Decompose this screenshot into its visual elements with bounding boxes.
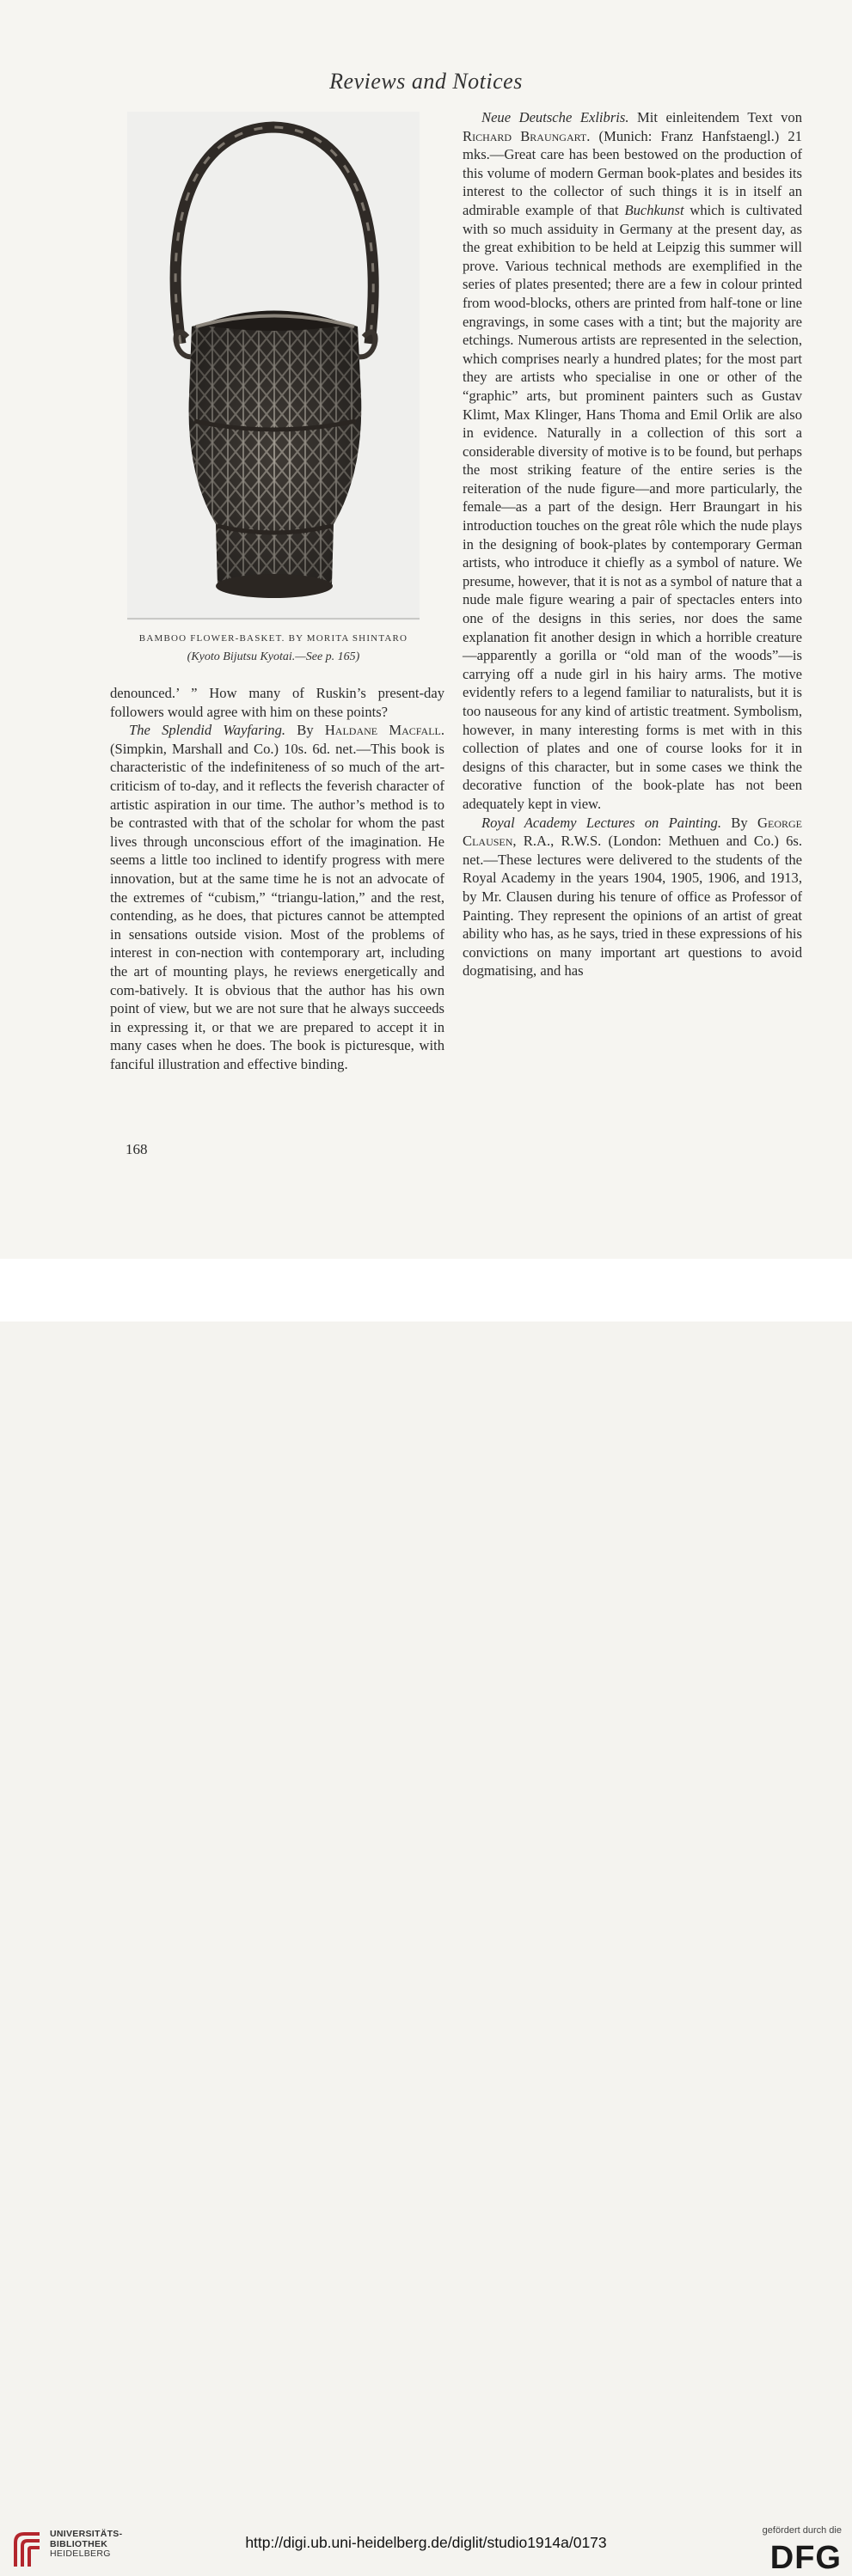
review-neue-deutsche-exlibris	[463, 108, 802, 814]
page	[0, 0, 852, 1259]
term-buchkunst: Buchkunst	[624, 201, 684, 218]
review-body: (Simpkin, Marshall and Co.) 10s. 6d. net.—This book is characteristic of the indefiniteness of so much of the art-criticism of to-day, and it reflects the feverish character of artistic aspiration in our time. The author’s method is to be contrasted with that of the scholar for whom the past lives through unconscious effort of the imagination. He seems a little too inclined to identify progress with mere innovation, but at the same time he is not an advocate of the extremes of “cubism,” “triangu-lation,” and the rest, contending, as he does, that pictures cannot be attempted in sensations outside vision. Most of the problems of interest in con-nection with contemporary art, including the art of mounting plays, he reviews energetically and com-batively. It is obvious that the author has his own point of view, but we are not sure that he always succeeds in expressing it, or that we are prepared to accept it in many cases when he does. The book is picturesque, with fanciful illustration and effective binding.	[110, 740, 444, 1072]
author-name: George Clausen, R.A., R.W.S.	[463, 814, 802, 850]
figure-caption-source: (Kyoto Bijutsu Kyotai.—See p. 165)	[187, 650, 360, 663]
review-body: (London: Methuen and Co.) 6s. net.—These lectures were delivered to the students of the Royal Academy in the years 1904, 1905, 1906, and 1913, by Mr. Clausen during his tenure of office as Professor of Painting. They represent the opinions of an artist of great ability who has, as he says, tried in these expressions of his convictions on many important art questions to avoid dogmatising, and has	[463, 833, 802, 980]
dfg-logo[interactable]: DFG	[769, 2540, 842, 2576]
permalink-url[interactable]: http://digi.ub.uni-heidelberg.de/diglit/studio1914a/0173	[245, 2534, 607, 2551]
library-name-line1: UNIVERSITÄTS-	[50, 2529, 123, 2539]
review-text: Mit einleitendem Text von	[628, 109, 802, 125]
review-splendid-wayfaring	[110, 721, 444, 1073]
author-name: Richard Braungart.	[463, 127, 591, 144]
book-title: Neue Deutsche Exlibris.	[481, 109, 629, 125]
author-name: Haldane Macfall.	[324, 722, 445, 739]
running-head: Reviews and Notices	[329, 69, 523, 94]
book-title: The Splendid Wayfaring.	[129, 722, 286, 739]
book-title: Royal Academy Lectures on Painting.	[481, 814, 721, 831]
by-text: By	[285, 722, 325, 739]
footer-bar	[0, 1259, 852, 2576]
review-text: which is cultivated with so much assiduity in Germany at the present day, as the great exhibition to be held at Leipzig this summer will prove. Various technical methods are exemplified in the series of plates presented; there are a few in colour printed from wood-blocks, others are printed from half-tone or line engravings, in some cases with a tint; but the majority are etchings. Numerous artists are represented in the selection, which comprises nearly a hundred plates; for the most part they are artists who specialise in one or other of the “graphic” arts, but prominent painters such as Gustav Klimt, Max Klinger, Hans Thoma and Emil Orlik are also in evidence. Naturally in a collection of this sort a considerable diversity of motive is to be found, but perhaps the most striking feature of the entire series is the reiteration of the nude figure—and more particularly, the female—as a part of the design. Herr Braungart in his introduction touches on the great rôle which the nude plays in the designing of book-plates by contemporary German artists, who introduce it chiefly as a symbol of nature. We presume, however, that it is not as a symbol of nature that a nude male figure wearing a pair of spectacles enters into one of the designs in this series, nor does the same explanation fit another design in which a horrible creature—apparently a gorilla or “old man of the woods”—is carrying off a nude girl in his hairy arms. The motive evidently refers to a legend familiar to naturalists, but it is too nauseous for any kind of artistic treatment. Symbolism, however, in many interesting forms is met with in this collection of plates and one of course looks for it in designs of this character, but in some cases we think the decorative function of the book-plate has not been adequately kept in view.	[463, 201, 802, 812]
funded-by-label: gefördert durch die	[762, 2525, 842, 2536]
left-column	[110, 684, 444, 1073]
review-royal-academy-lectures	[463, 814, 802, 980]
figure-caption-title: BAMBOO FLOWER-BASKET. BY MORITA SHINTARO	[138, 633, 408, 644]
paragraph-continuation: denounced.’ ” How many of Ruskin’s present-day followers would agree with him on these points?	[110, 685, 444, 720]
page-number: 168	[126, 1141, 148, 1157]
library-name-line3: HEIDELBERG	[50, 2549, 111, 2559]
basket-photograph	[127, 112, 420, 620]
review-text: (Munich: Franz Hanfstaengl.) 21 mks.—Great care has been bestowed on the production of this volume of modern German book-plates and besides its interest to the collector of such things it is in itself an admirable example of that	[463, 127, 802, 218]
right-column	[463, 108, 802, 980]
library-name-line2: BIBLIOTHEK	[50, 2538, 108, 2549]
by-text: By	[720, 814, 757, 831]
basket-illustration	[127, 112, 420, 620]
